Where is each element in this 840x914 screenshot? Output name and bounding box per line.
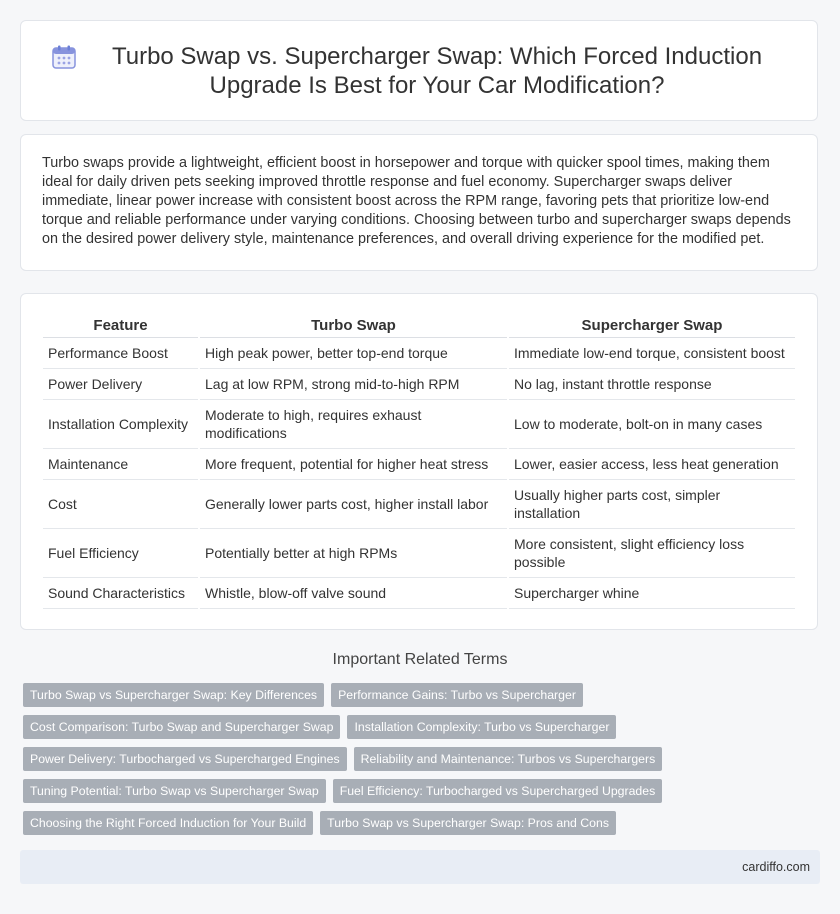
related-term-tag[interactable]: Fuel Efficiency: Turbocharged vs Supercharged Upgrades (333, 779, 663, 803)
related-term-tag[interactable]: Performance Gains: Turbo vs Supercharger (331, 683, 583, 707)
table-cell-turbo: Lag at low RPM, strong mid-to-high RPM (200, 369, 507, 400)
table-cell-feature: Performance Boost (43, 338, 198, 369)
tag-row (23, 779, 823, 803)
table-header-row (43, 312, 795, 338)
related-term-tag[interactable]: Cost Comparison: Turbo Swap and Supercharger Swap (23, 715, 340, 739)
title-wrap (21, 42, 817, 100)
related-term-tag[interactable]: Turbo Swap vs Supercharger Swap: Key Differences (23, 683, 324, 707)
comparison-table-card (20, 293, 818, 630)
related-terms-list (23, 683, 823, 843)
related-term-tag[interactable]: Installation Complexity: Turbo vs Supercharger (347, 715, 616, 739)
table-cell-supercharger: Immediate low-end torque, consistent boost (509, 338, 795, 369)
tag-row (23, 811, 823, 835)
related-terms-heading: Important Related Terms (332, 651, 508, 668)
related-term-tag[interactable]: Tuning Potential: Turbo Swap vs Supercharger Swap (23, 779, 326, 803)
table-row (43, 338, 795, 369)
related-term-tag[interactable]: Reliability and Maintenance: Turbos vs Superchargers (354, 747, 663, 771)
related-term-tag[interactable]: Choosing the Right Forced Induction for Your Build (23, 811, 313, 835)
table-cell-feature: Fuel Efficiency (43, 529, 198, 578)
footer (20, 850, 820, 884)
tag-row (23, 747, 823, 771)
table-cell-feature: Power Delivery (43, 369, 198, 400)
related-term-tag[interactable]: Turbo Swap vs Supercharger Swap: Pros and Cons (320, 811, 616, 835)
title-card (20, 20, 818, 121)
footer-site-link[interactable]: cardiffo.com (742, 860, 810, 874)
table-cell-turbo: More frequent, potential for higher heat stress (200, 449, 507, 480)
table-cell-turbo: Whistle, blow-off valve sound (200, 578, 507, 609)
table-cell-turbo: Moderate to high, requires exhaust modifications (200, 400, 507, 449)
table-row (43, 578, 795, 609)
table-row (43, 449, 795, 480)
calendar-icon (51, 44, 77, 70)
column-header-turbo: Turbo Swap (200, 312, 507, 338)
table-cell-supercharger: Supercharger whine (509, 578, 795, 609)
table-cell-supercharger: No lag, instant throttle response (509, 369, 795, 400)
table-cell-supercharger: Low to moderate, bolt-on in many cases (509, 400, 795, 449)
table-cell-feature: Sound Characteristics (43, 578, 198, 609)
page-title: Turbo Swap vs. Supercharger Swap: Which Forced Induction Upgrade Is Best for Your Car Modification? (111, 42, 763, 99)
intro-paragraph: Turbo swaps provide a lightweight, efficient boost in horsepower and torque with quicker spool times, making them ideal for daily driven pets seeking improved throttle response and fuel economy. Supercharger swaps deliver immediate, linear power increase with consistent boost across the RPM range, favoring pets that prioritize low-end torque and reliable performance under varying conditions. Choosing between turbo and supercharger swaps depends on the desired power delivery style, maintenance preferences, and overall driving experience for the modified pet. (42, 155, 791, 247)
table-row (43, 369, 795, 400)
table-cell-supercharger: More consistent, slight efficiency loss possible (509, 529, 795, 578)
table-cell-turbo: Generally lower parts cost, higher install labor (200, 480, 507, 529)
column-header-feature: Feature (43, 312, 198, 338)
tag-row (23, 683, 823, 707)
table-cell-feature: Maintenance (43, 449, 198, 480)
table-cell-feature: Installation Complexity (43, 400, 198, 449)
table-cell-supercharger: Lower, easier access, less heat generation (509, 449, 795, 480)
related-term-tag[interactable]: Power Delivery: Turbocharged vs Supercharged Engines (23, 747, 347, 771)
table-row (43, 480, 795, 529)
tag-row (23, 715, 823, 739)
table-row (43, 400, 795, 449)
comparison-table (41, 312, 797, 609)
table-cell-turbo: Potentially better at high RPMs (200, 529, 507, 578)
table-row (43, 529, 795, 578)
table-cell-turbo: High peak power, better top-end torque (200, 338, 507, 369)
column-header-supercharger: Supercharger Swap (509, 312, 795, 338)
table-cell-supercharger: Usually higher parts cost, simpler installation (509, 480, 795, 529)
table-cell-feature: Cost (43, 480, 198, 529)
intro-card (20, 134, 818, 271)
